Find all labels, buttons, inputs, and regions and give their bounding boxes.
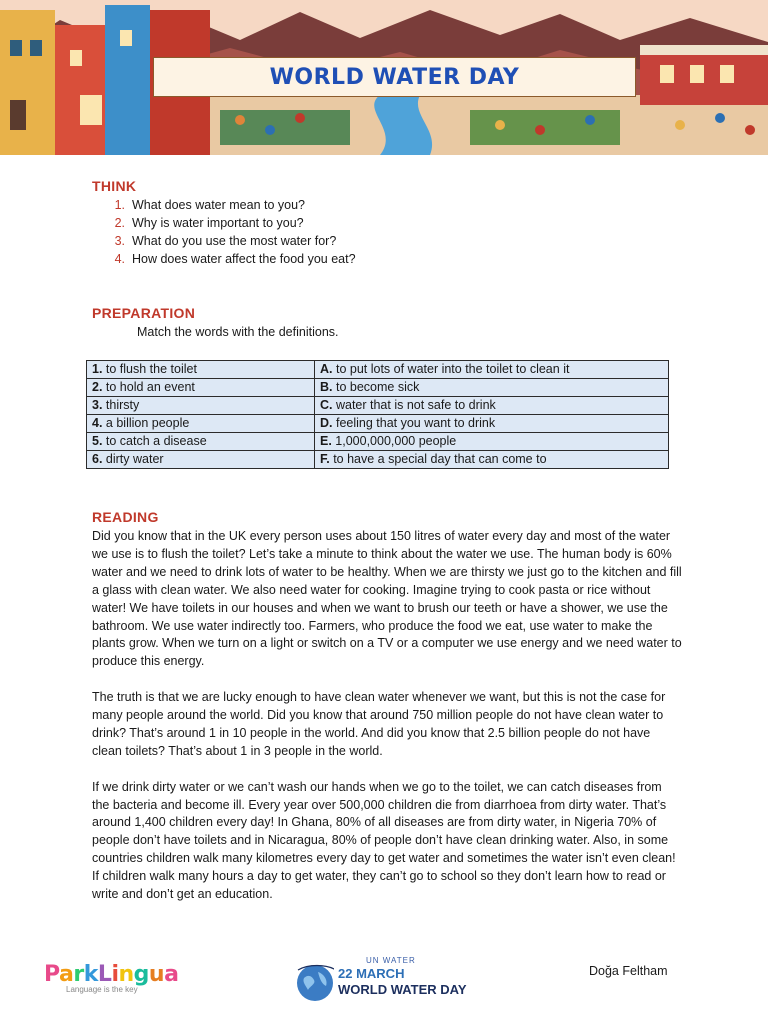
table-row	[87, 379, 669, 397]
item-number: 3.	[114, 234, 125, 248]
word-cell: 2. to hold an event	[87, 379, 315, 397]
logo-letter: i	[111, 962, 119, 987]
event-date: 22 MARCH	[338, 966, 405, 981]
logo-letter: g	[133, 962, 149, 987]
preparation-instruction: Match the words with the definitions.	[137, 325, 339, 339]
reading-paragraph: Did you know that in the UK every person uses about 150 litres of water every day and most of the water we use is to flush the toilet? Let’s take a minute to think about the water we use. The human body is 60% water and we need to drink lots of water to be healthy. When we are thirsty we just go to the kitchen and fill a glass with clean water. We also need water for cooking. Imagine trying to cook pasta or rice without water! We have toilets in our houses and when we want to brush our teeth or have a shower, we use the bathroom. We use water indirectly too. Farmers, who produce the food we eat, use water to make the plants grow. When we turn on a light or switch on a TV or a computer we use energy and we need water to produce this energy.	[92, 529, 682, 669]
word-cell: 6. dirty water	[87, 451, 315, 469]
globe-icon	[296, 964, 334, 1002]
think-heading: THINK	[92, 178, 137, 194]
item-number: 4.	[114, 252, 125, 266]
parklingua-logo	[44, 962, 178, 994]
list-item	[92, 214, 356, 232]
logo-letter: a	[59, 962, 74, 987]
logo-letter: k	[83, 962, 98, 987]
item-number: 1.	[114, 198, 125, 212]
definition-cell: B. to become sick	[315, 379, 669, 397]
word-cell: 4. a billion people	[87, 415, 315, 433]
list-item	[92, 196, 356, 214]
definition-cell: E. 1,000,000,000 people	[315, 433, 669, 451]
reading-heading: READING	[92, 509, 159, 525]
un-water-label: UN WATER	[366, 956, 416, 965]
item-text: What do you use the most water for?	[132, 234, 337, 248]
preparation-heading: PREPARATION	[92, 305, 196, 321]
table-row	[87, 433, 669, 451]
list-item	[92, 250, 356, 268]
definition-cell: C. water that is not safe to drink	[315, 397, 669, 415]
definition-cell: A. to put lots of water into the toilet to clean it	[315, 361, 669, 379]
logo-letter: u	[148, 962, 165, 987]
think-questions	[92, 196, 356, 268]
table-row	[87, 361, 669, 379]
world-water-day-logo	[296, 956, 476, 1006]
header-illustration	[0, 0, 768, 155]
item-text: What does water mean to you?	[132, 198, 306, 212]
table-row	[87, 415, 669, 433]
matching-table	[86, 360, 669, 469]
title-box	[153, 57, 636, 97]
reading-text	[92, 528, 682, 922]
author-name: Doğa Feltham	[589, 964, 668, 978]
item-text: Why is water important to you?	[132, 216, 304, 230]
reading-paragraph: If we drink dirty water or we can’t wash our hands when we go to the toilet, we can catch diseases from the bacteria and become ill. Every year over 500,000 children die from diarrhoea from dirty water. That’s around 1,400 children every day! In Ghana, 80% of all diseases are from dirty water, in Nigeria 70% of people don’t have toilets and in Nicaragua, 80% of people don’t have clean drinking water. Also, in some countries children walk many kilometres every day to get water and sometimes the water isn’t even clean! If children walk many hours a day to get water, they can’t go to school so they don’t learn how to read or write and don’t get an education.	[92, 779, 676, 902]
word-cell: 5. to catch a disease	[87, 433, 315, 451]
logo-letter: P	[44, 962, 60, 987]
item-number: 2.	[114, 216, 125, 230]
logo-letter: n	[118, 962, 134, 987]
page-title: WORLD WATER DAY	[269, 64, 520, 90]
event-name: WORLD WATER DAY	[338, 982, 467, 997]
logo-tagline: Language is the key	[66, 985, 138, 994]
logo-letter: L	[97, 962, 112, 987]
table-row	[87, 451, 669, 469]
logo-wordmark	[44, 962, 178, 987]
logo-letter: r	[73, 962, 84, 987]
word-cell: 1. to flush the toilet	[87, 361, 315, 379]
logo-letter: a	[164, 962, 179, 987]
definition-cell: D. feeling that you want to drink	[315, 415, 669, 433]
table-row	[87, 397, 669, 415]
item-text: How does water affect the food you eat?	[132, 252, 356, 266]
definition-cell: F. to have a special day that can come to	[315, 451, 669, 469]
word-cell: 3. thirsty	[87, 397, 315, 415]
reading-paragraph: The truth is that we are lucky enough to have clean water whenever we want, but this is not the case for many people around the world. Did you know that around 750 million people do not have clean water to drink? That’s around 1 in 10 people in the world. And did you know that 2.5 billion people do not have clean toilets? That’s about 1 in 3 people in the world.	[92, 690, 666, 758]
list-item	[92, 232, 356, 250]
